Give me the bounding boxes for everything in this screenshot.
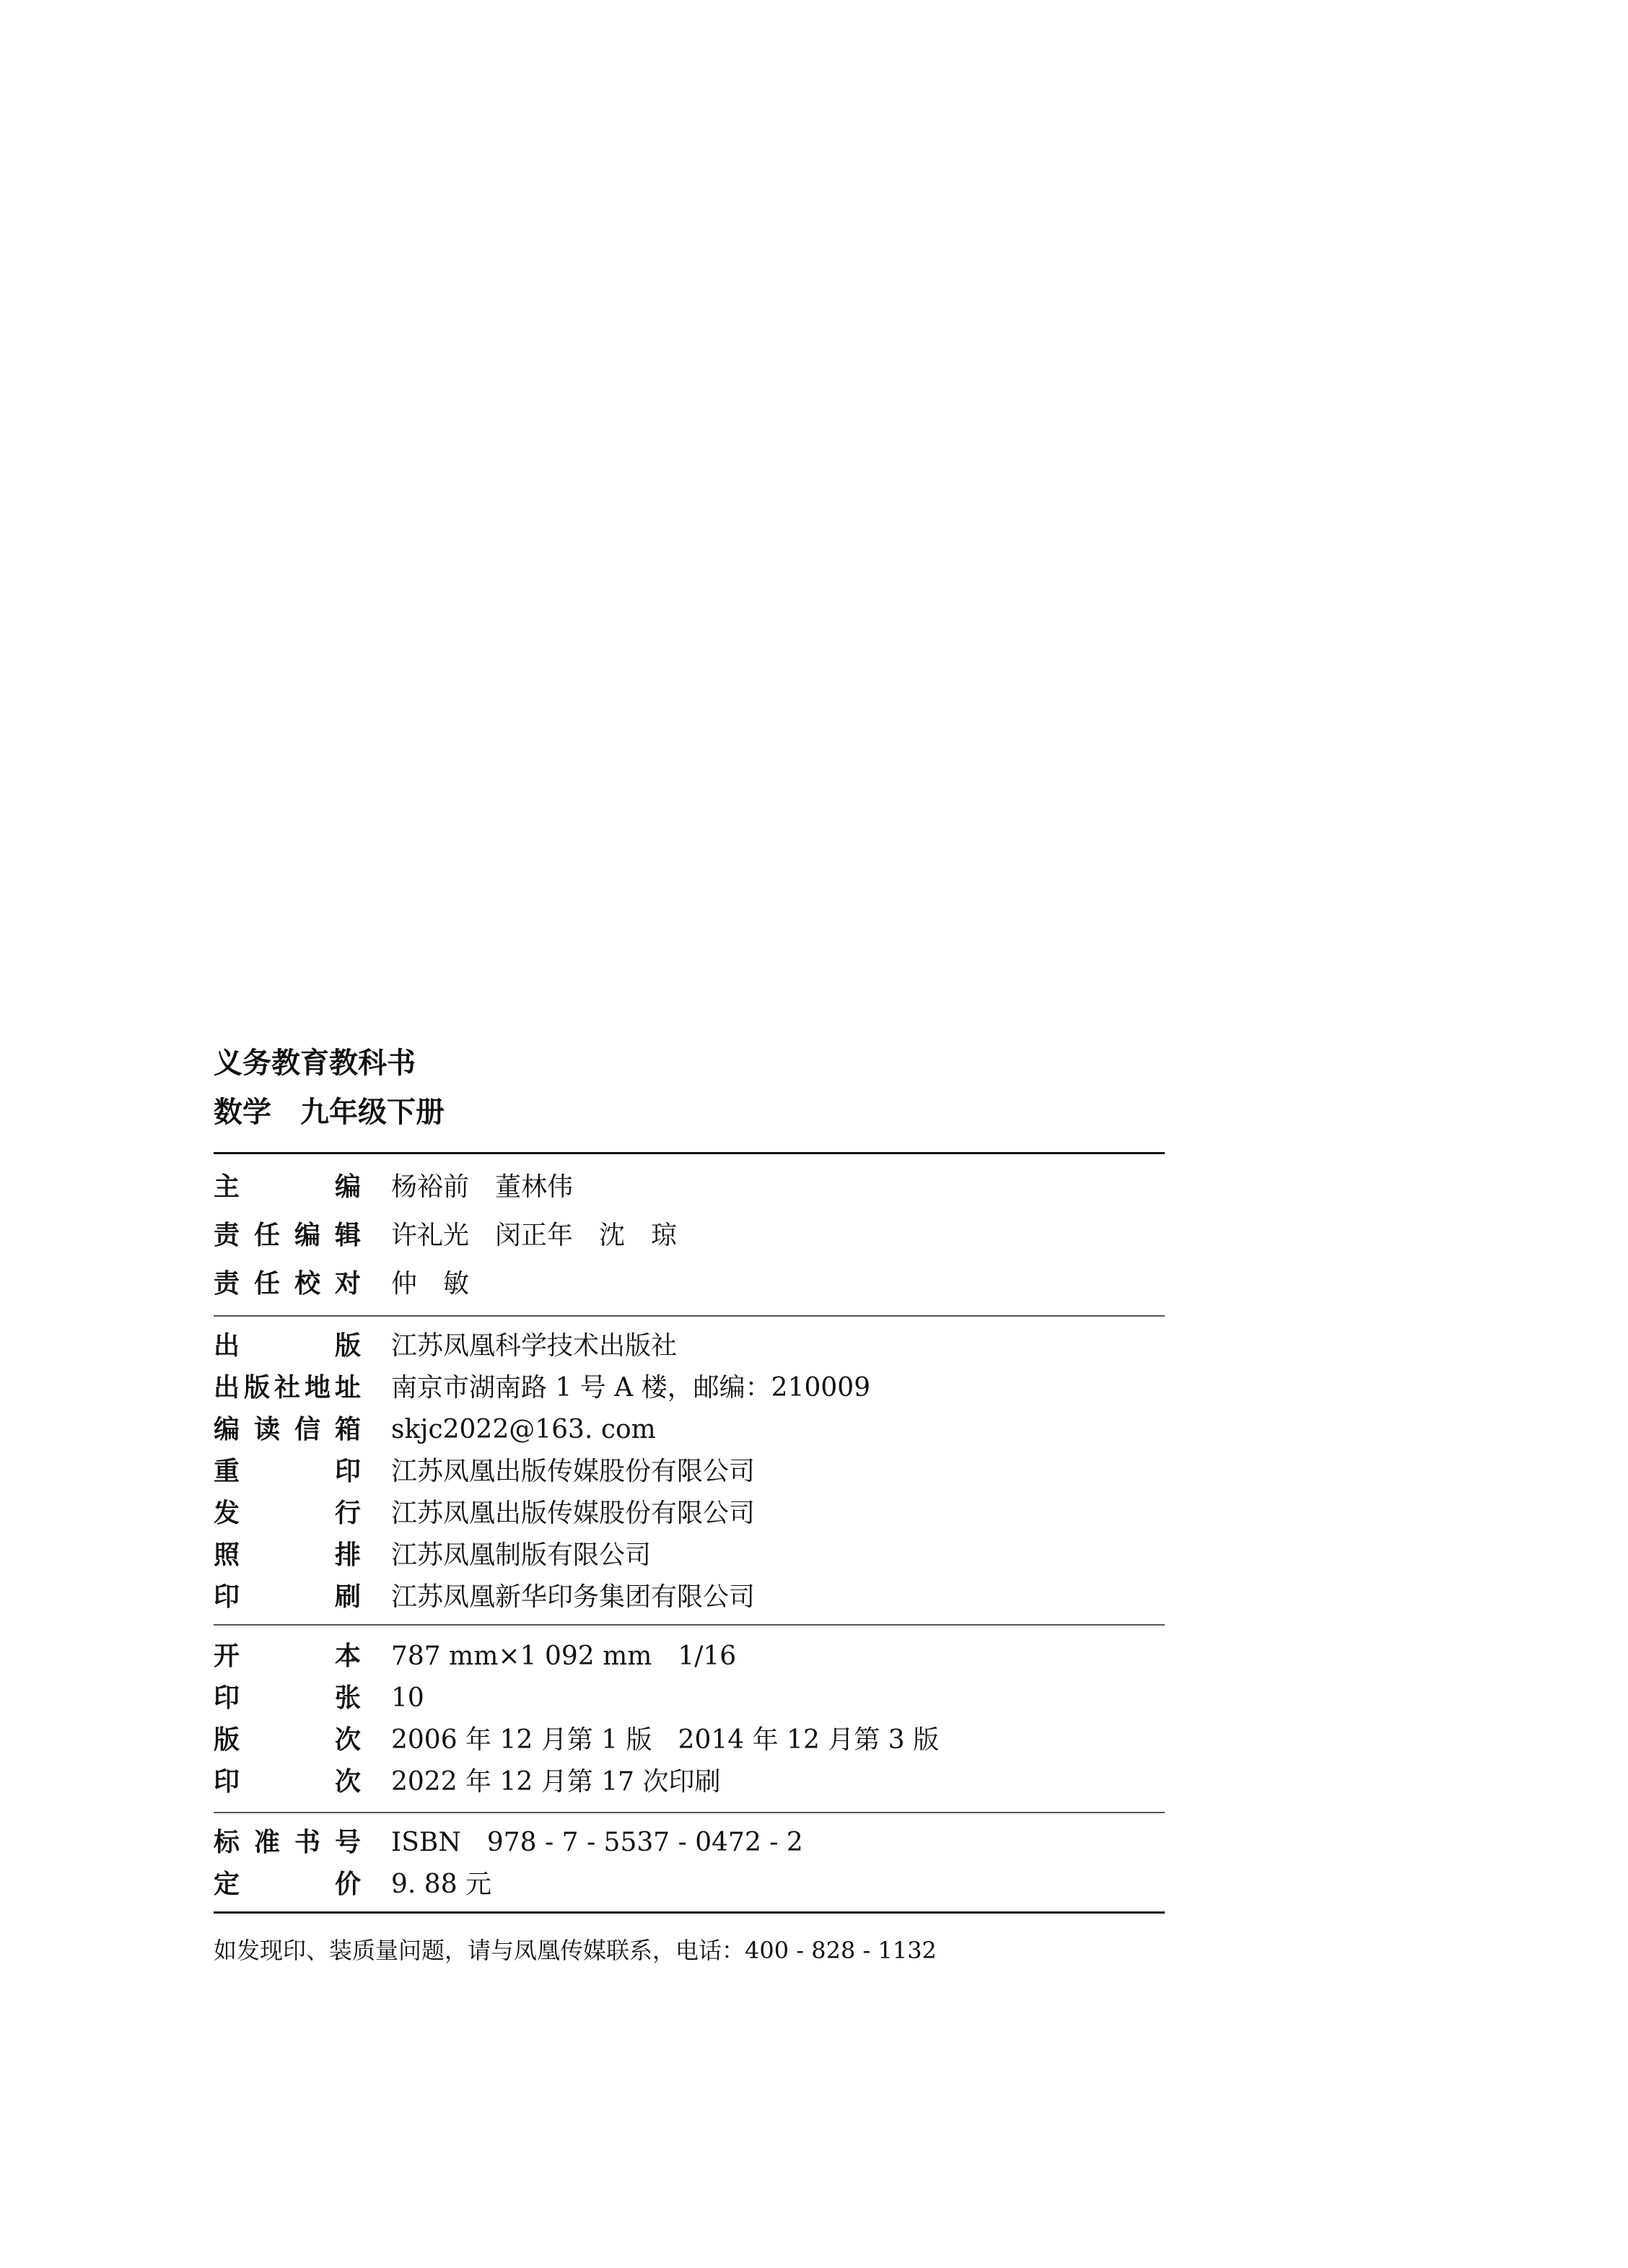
info-label-char: 辑 (334, 1221, 361, 1250)
info-value: 9. 88 元 (391, 1870, 492, 1899)
info-value: 江苏凤凰新华印务集团有限公司 (391, 1582, 756, 1612)
info-row (214, 1409, 1165, 1451)
info-label-char: 任 (253, 1269, 280, 1299)
info-row (214, 1451, 1165, 1493)
format-section (214, 1626, 1165, 1812)
info-row (214, 1260, 1165, 1308)
info-label-char: 社 (273, 1373, 300, 1403)
info-label-char: 印 (334, 1457, 361, 1486)
book-title: 数学 九年级下册 (214, 1096, 445, 1129)
colophon-block (214, 1039, 1165, 1968)
info-label-char: 发 (214, 1499, 240, 1528)
info-label (214, 1576, 361, 1618)
info-row (214, 1493, 1165, 1535)
info-label-char: 印 (214, 1683, 240, 1713)
info-row (214, 1864, 1165, 1906)
info-row (214, 1535, 1165, 1576)
info-label (214, 1409, 361, 1451)
info-label (214, 1678, 361, 1719)
series-title: 义务教育教科书 (214, 1047, 416, 1080)
info-value: 江苏凤凰科学技术出版社 (391, 1331, 678, 1361)
info-label-char: 主 (214, 1172, 240, 1202)
info-row (214, 1761, 1165, 1803)
info-label-char: 版 (334, 1331, 361, 1361)
info-label-char: 重 (214, 1457, 240, 1486)
bottom-rule (214, 1911, 1165, 1914)
info-label-char: 次 (334, 1725, 361, 1755)
info-label-char: 出 (214, 1331, 240, 1361)
info-label-char: 行 (334, 1499, 361, 1528)
quality-contact-note: 如发现印、装质量问题，请与凤凰传媒联系，电话：400 - 828 - 1132 (214, 1937, 937, 1964)
info-value: 10 (391, 1683, 424, 1713)
info-label-char: 编 (214, 1415, 240, 1444)
info-label (214, 1367, 361, 1409)
info-label-char: 准 (253, 1828, 280, 1857)
info-label-char: 出 (214, 1373, 240, 1403)
info-label-char: 编 (294, 1221, 320, 1250)
info-label-char: 址 (334, 1373, 361, 1403)
info-row (214, 1325, 1165, 1367)
info-label-char: 校 (294, 1269, 320, 1299)
info-value: 仲 敏 (391, 1269, 470, 1299)
info-row (214, 1822, 1165, 1864)
info-label (214, 1163, 361, 1211)
info-value: skjc2022@163. com (391, 1415, 656, 1444)
editors-section (214, 1154, 1165, 1315)
info-label-char: 版 (214, 1725, 240, 1755)
info-label (214, 1864, 361, 1906)
info-label-char: 刷 (334, 1582, 361, 1612)
info-label-char: 印 (214, 1767, 240, 1797)
info-value: ISBN 978 - 7 - 5537 - 0472 - 2 (391, 1828, 803, 1857)
info-label-char: 任 (253, 1221, 280, 1250)
info-value: 许礼光 闵正年 沈 琼 (391, 1221, 678, 1250)
isbn-section (214, 1813, 1165, 1911)
info-label-char: 箱 (334, 1415, 361, 1444)
info-value: 江苏凤凰出版传媒股份有限公司 (391, 1499, 756, 1528)
info-label (214, 1822, 361, 1864)
info-value: 南京市湖南路 1 号 A 楼，邮编：210009 (391, 1373, 871, 1403)
info-label-char: 版 (243, 1373, 270, 1403)
info-label-char: 责 (214, 1221, 240, 1250)
info-value: 江苏凤凰制版有限公司 (391, 1540, 652, 1570)
info-row (214, 1719, 1165, 1761)
info-label-char: 照 (214, 1540, 240, 1570)
info-label-char: 读 (253, 1415, 280, 1444)
info-label-char: 次 (334, 1767, 361, 1797)
info-label-char: 书 (294, 1828, 320, 1857)
info-label-char: 排 (334, 1540, 361, 1570)
info-row (214, 1163, 1165, 1211)
info-row (214, 1678, 1165, 1719)
info-value: 2022 年 12 月第 17 次印刷 (391, 1767, 721, 1797)
info-label-char: 号 (334, 1828, 361, 1857)
info-label (214, 1211, 361, 1260)
info-row (214, 1211, 1165, 1260)
info-value: 2006 年 12 月第 1 版 2014 年 12 月第 3 版 (391, 1725, 940, 1755)
info-label (214, 1325, 361, 1367)
info-label (214, 1451, 361, 1493)
info-label (214, 1761, 361, 1803)
info-label-char: 对 (334, 1269, 361, 1299)
info-label (214, 1535, 361, 1576)
info-label (214, 1493, 361, 1535)
info-row (214, 1367, 1165, 1409)
info-label-char: 开 (214, 1641, 240, 1671)
info-label-char: 张 (334, 1683, 361, 1713)
info-label-char: 标 (214, 1828, 240, 1857)
info-label-char: 责 (214, 1269, 240, 1299)
publishing-section (214, 1317, 1165, 1624)
info-label-char: 本 (334, 1641, 361, 1671)
info-value: 787 mm×1 092 mm 1/16 (391, 1641, 737, 1671)
info-label-char: 地 (304, 1373, 331, 1403)
info-label (214, 1260, 361, 1308)
info-label-char: 编 (334, 1172, 361, 1202)
info-row (214, 1576, 1165, 1618)
info-row (214, 1636, 1165, 1678)
info-value: 江苏凤凰出版传媒股份有限公司 (391, 1457, 756, 1486)
info-label (214, 1719, 361, 1761)
info-label-char: 价 (334, 1870, 361, 1899)
info-label-char: 信 (294, 1415, 320, 1444)
info-label (214, 1636, 361, 1678)
info-label-char: 定 (214, 1870, 240, 1899)
info-label-char: 印 (214, 1582, 240, 1612)
info-value: 杨裕前 董林伟 (391, 1172, 574, 1202)
